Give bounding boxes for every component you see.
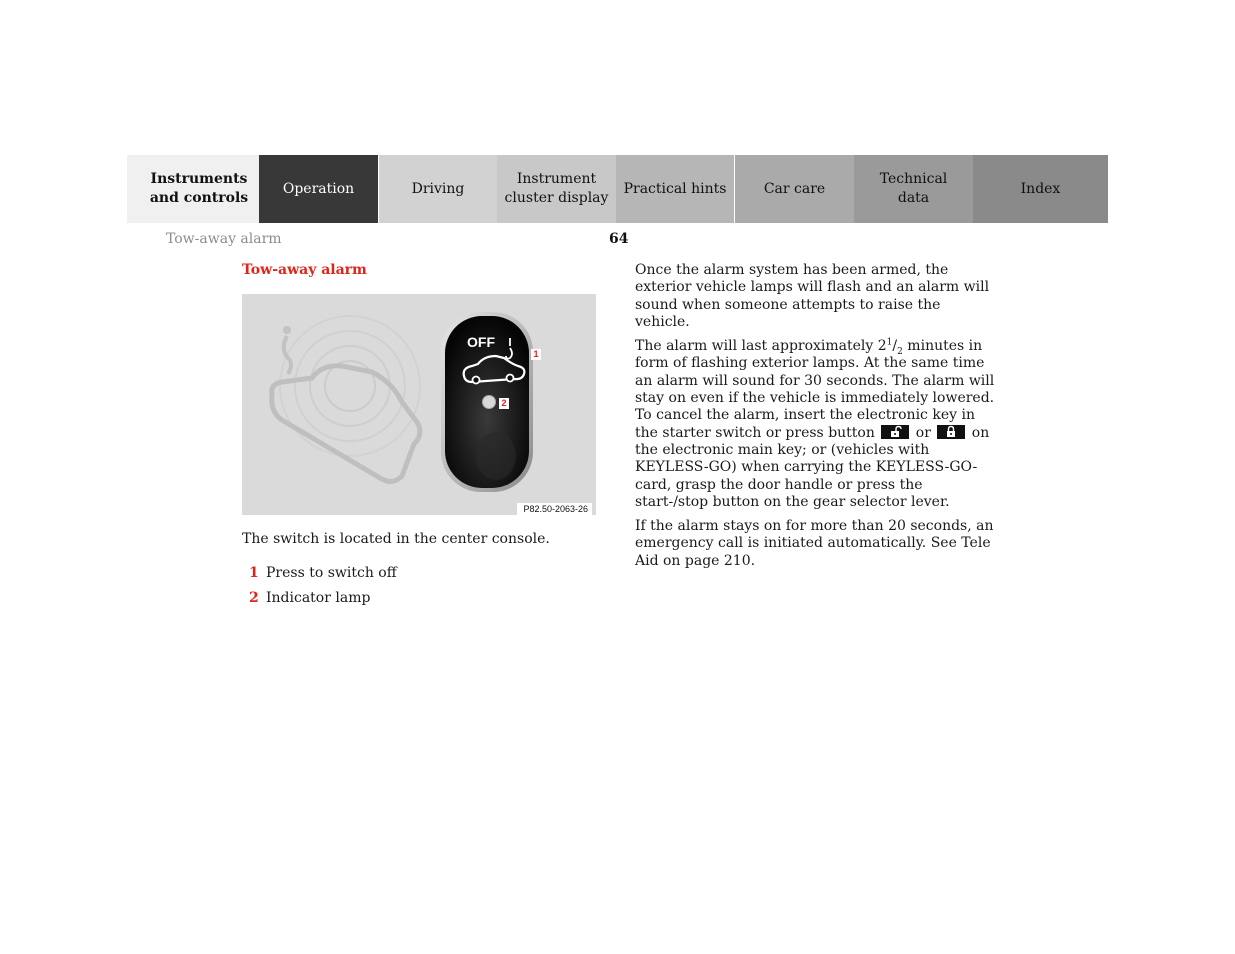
tab-instrument-cluster-display[interactable]: Instrument cluster display [497,155,616,223]
callout-1: 1 [531,349,541,360]
paragraph-alarm-duration: The alarm will last approximately $2^1/_2$ minutes in form of flashing exterior lamps. At the same time an alarm will sound for 30 seconds. The alarm will stay on even if the vehicle is immediately lowered. To cancel the alarm, insert the electronic key in the starter switch or press button or on the electronic main key; or (vehicles with KEYLESS-GO) when carrying the KEYLESS-GO-card, grasp the door handle or press the start-/stop button on the gear selector lever. [635,337,995,510]
figure-reference: P82.50-2063-26 [517,503,592,515]
tab-index[interactable]: Index [973,155,1108,223]
paragraph-armed: Once the alarm system has been armed, the exterior vehicle lamps will flash and an alarm will sound when someone attempts to raise the vehicle. [635,262,990,330]
lock-key-icon [937,425,965,439]
section-title: Tow-away alarm [242,262,367,278]
tab-driving[interactable]: Driving [378,155,497,223]
switch-off-label: OFF [467,334,495,350]
tab-car-care[interactable]: Car care [735,155,854,223]
legend-text: Press to switch off [266,565,397,581]
tab-practical-hints[interactable]: Practical hints [616,155,735,223]
legend-text: Indicator lamp [266,590,371,606]
unlock-key-icon [881,425,909,439]
tab-instruments-and-controls[interactable]: Instruments and controls [127,155,259,223]
paragraph-emergency-call: If the alarm stays on for more than 20 seconds, an emergency call is initiated automatically. See Tele Aid on page 210. [635,518,994,569]
legend-item [242,590,397,615]
legend-number: 1 [249,565,259,581]
legend-list [242,565,397,615]
legend-number: 2 [249,590,259,606]
page-number: 64 [609,231,629,247]
switch-illustration [242,294,596,515]
body-text [635,262,995,577]
callout-2: 2 [499,398,509,409]
tab-operation[interactable]: Operation [259,155,378,223]
legend-item [242,565,397,590]
tab-technical-data[interactable]: Technical data [854,155,973,223]
chapter-tab-bar [127,155,1108,223]
figure-caption: The switch is located in the center console. [242,531,550,547]
tow-away-switch-drawing [242,294,596,515]
breadcrumb: Tow-away alarm [166,231,282,247]
background-car-outline [272,316,420,482]
